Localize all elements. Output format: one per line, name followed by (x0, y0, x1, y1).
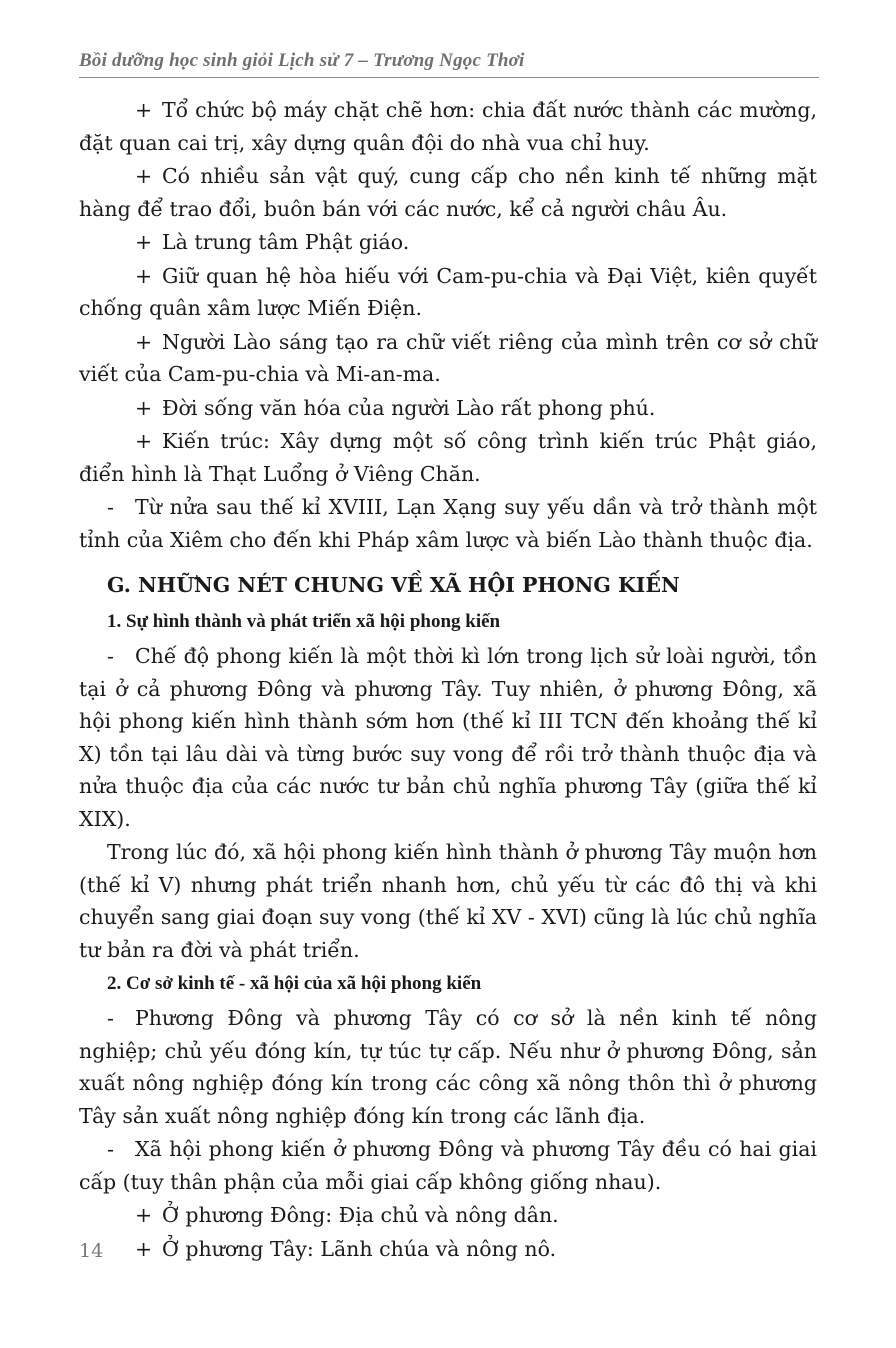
plus-marker: + (135, 263, 153, 288)
bullet-paragraph (79, 160, 817, 225)
bullet-text: Ở phương Đông: Địa chủ và nông dân. (162, 1203, 559, 1227)
dash-paragraph (79, 1133, 817, 1198)
bullet-paragraph (79, 1199, 817, 1232)
bullet-paragraph (79, 226, 817, 259)
bullet-text: Tổ chức bộ máy chặt chẽ hơn: chia đất nước thành các mường, đặt quan cai trị, xây dựng quân đội do nhà vua chỉ huy. (79, 98, 817, 155)
plus-marker: + (135, 164, 153, 188)
bullet-paragraph (79, 94, 817, 159)
plus-marker: + (135, 329, 153, 354)
plus-marker: + (135, 230, 153, 254)
plus-marker: + (135, 98, 153, 122)
bullet-text: Có nhiều sản vật quý, cung cấp cho nền kinh tế những mặt hàng để trao đổi, buôn bán với các nước, kể cả người châu Âu. (79, 164, 817, 221)
subsection-heading: 1. Sự hình thành và phát triển xã hội phong kiến (107, 611, 501, 632)
dash-text: Chế độ phong kiến là một thời kì lớn trong lịch sử loài người, tồn tại ở cả phương Đông và phương Tây. Tuy nhiên, ở phương Đông, xã hội phong kiến hình thành sớm hơn (thế kỉ III TCN đến khoảng thế kỉ X) tồn tại lâu dài và từng bước suy vong để rồi trở thành thuộc địa và nửa thuộc địa của các nước tư bản chủ nghĩa phương Tây (giữa thế kỉ XIX). (79, 644, 817, 831)
bullet-text: Đời sống văn hóa của người Lào rất phong phú. (162, 395, 656, 420)
dash-paragraph (79, 1002, 817, 1132)
plus-marker: + (135, 395, 153, 420)
bullet-paragraph (79, 392, 817, 425)
section-heading: G. NHỮNG NÉT CHUNG VỀ XÃ HỘI PHONG KIẾN (107, 573, 680, 597)
dash-text: Từ nửa sau thế kỉ XVIII, Lạn Xạng suy yếu dần và trở thành một tỉnh của Xiêm cho đến khi Pháp xâm lược và biến Lào thành thuộc địa. (79, 495, 817, 552)
bullet-text: Giữ quan hệ hòa hiếu với Cam-pu-chia và Đại Việt, kiên quyết chống quân xâm lược Miến Điện. (79, 263, 817, 320)
dash-marker: - (107, 1137, 114, 1161)
bullet-paragraph (79, 326, 817, 391)
page-body (79, 94, 817, 1265)
running-header: Bồi dưỡng học sinh giỏi Lịch sử 7 – Trương Ngọc Thơi (79, 50, 525, 71)
body-paragraph: Trong lúc đó, xã hội phong kiến hình thành ở phương Tây muộn hơn (thế kỉ V) nhưng phát triển nhanh hơn, chủ yếu từ các đô thị và khi chuyển sang giai đoạn suy vong (thế kỉ XV - XVI) cũng là lúc chủ nghĩa tư bản ra đời và phát triển. (79, 840, 817, 962)
dash-marker: - (107, 1006, 114, 1030)
bullet-text: Người Lào sáng tạo ra chữ viết riêng của mình trên cơ sở chữ viết của Cam-pu-chia và Mi-an-ma. (79, 329, 817, 386)
dash-paragraph (79, 491, 817, 556)
bullet-paragraph (79, 260, 817, 325)
plus-marker: + (135, 1203, 153, 1227)
dash-paragraph (79, 640, 817, 835)
dash-text: Phương Đông và phương Tây có cơ sở là nền kinh tế nông nghiệp; chủ yếu đóng kín, tự túc tự cấp. Nếu như ở phương Đông, sản xuất nông nghiệp đóng kín trong các công xã nông thôn thì ở phương Tây sản xuất nông nghiệp đóng kín trong các lãnh địa. (79, 1006, 817, 1128)
header-divider (79, 77, 819, 78)
bullet-paragraph (79, 425, 817, 490)
bullet-paragraph (79, 1233, 817, 1266)
bullet-text: Là trung tâm Phật giáo. (162, 230, 410, 254)
page-number: 14 (79, 1240, 104, 1262)
bullet-text: Kiến trúc: Xây dựng một số công trình kiến trúc Phật giáo, điển hình là Thạt Luổng ở Viêng Chăn. (79, 429, 817, 486)
subsection-heading: 2. Cơ sở kinh tế - xã hội của xã hội phong kiến (107, 973, 482, 994)
dash-marker: - (107, 495, 114, 519)
plus-marker: + (135, 429, 153, 453)
dash-marker: - (107, 644, 114, 668)
bullet-text: Ở phương Tây: Lãnh chúa và nông nô. (162, 1236, 557, 1261)
plus-marker: + (135, 1236, 153, 1261)
dash-text: Xã hội phong kiến ở phương Đông và phương Tây đều có hai giai cấp (tuy thân phận của mỗi giai cấp không giống nhau). (79, 1137, 817, 1194)
